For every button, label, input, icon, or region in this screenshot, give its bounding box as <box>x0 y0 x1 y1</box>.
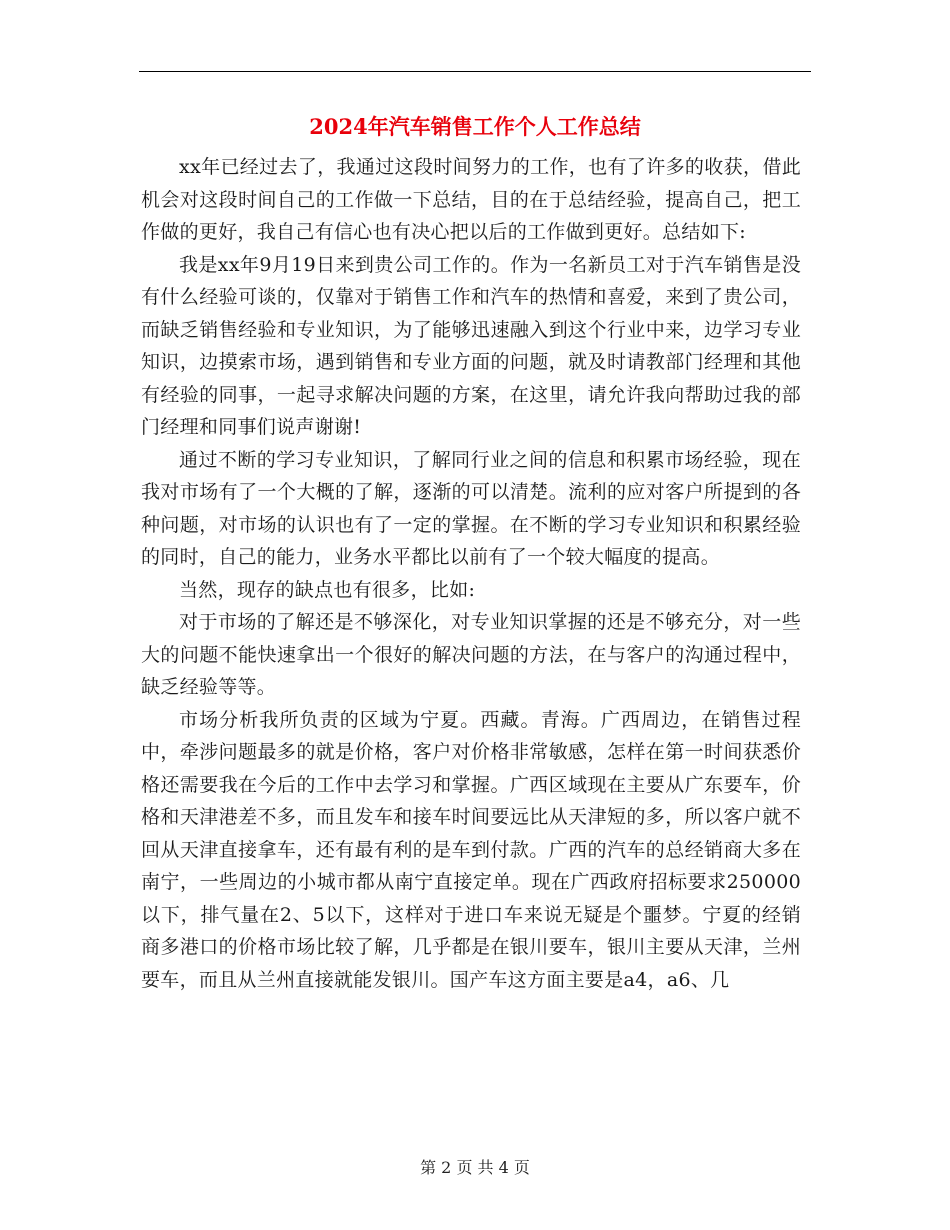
document-title: 2024年汽车销售工作个人工作总结 <box>309 114 641 139</box>
paragraph-shortcomings-intro: 当然，现存的缺点也有很多，比如: <box>179 578 476 601</box>
paragraph-background: 我是xx年9月19日来到贵公司工作的。作为一名新员工对于汽车销售是没有什么经验可谈的，仅靠对于销售工作和汽车的热情和喜爱，来到了贵公司，而缺乏销售经验和专业知识，为了能够迅速融入到这个行业中来，边学习专业知识，边摸索市场，遇到销售和专业方面的问题，就及时请教部门经理和其他有经验的同事，一起寻求解决问题的方案，在这里，请允许我向帮助过我的部门经理和同事们说声谢谢! <box>141 253 801 438</box>
paragraph-intro: xx年已经过去了，我通过这段时间努力的工作，也有了许多的收获，借此机会对这段时间自己的工作做一下总结，目的在于总结经验，提高自己，把工作做的更好，我自己有信心也有决心把以后的工作做到更好。总结如下: <box>141 156 801 243</box>
page-number: 第 2 页 共 4 页 <box>420 1158 530 1177</box>
paragraph-market-analysis: 市场分析我所负责的区域为宁夏。西藏。青海。广西周边，在销售过程中，牵涉问题最多的就是价格，客户对价格非常敏感，怎样在第一时间获悉价格还需要我在今后的工作中去学习和掌握。广西区域现在主要从广东要车，价格和天津港差不多，而且发车和接车时间要远比从天津短的多，所以客户就不回从天津直接拿车，还有最有利的是车到付款。广西的汽车的总经销商大多在南宁，一些周边的小城市都从南宁直接定单。现在广西政府招标要求250000以下，排气量在2、5以下，这样对于进口车来说无疑是个噩梦。宁夏的经销商多港口的价格市场比较了解，几乎都是在银川要车，银川主要从天津，兰州要车，而且从兰州直接就能发银川。国产车这方面主要是a4，a6、几 <box>141 708 801 991</box>
header-rule <box>139 71 811 72</box>
paragraph-learning: 通过不断的学习专业知识，了解同行业之间的信息和积累市场经验，现在我对市场有了一个大概的了解，逐渐的可以清楚。流利的应对客户所提到的各种问题，对市场的认识也有了一定的掌握。在不断的学习专业知识和积累经验的同时，自己的能力，业务水平都比以前有了一个较大幅度的提高。 <box>141 448 801 568</box>
paragraph-shortcomings: 对于市场的了解还是不够深化，对专业知识掌握的还是不够充分，对一些大的问题不能快速拿出一个很好的解决问题的方法，在与客户的沟通过程中，缺乏经验等等。 <box>141 611 801 698</box>
document-body <box>141 151 801 996</box>
